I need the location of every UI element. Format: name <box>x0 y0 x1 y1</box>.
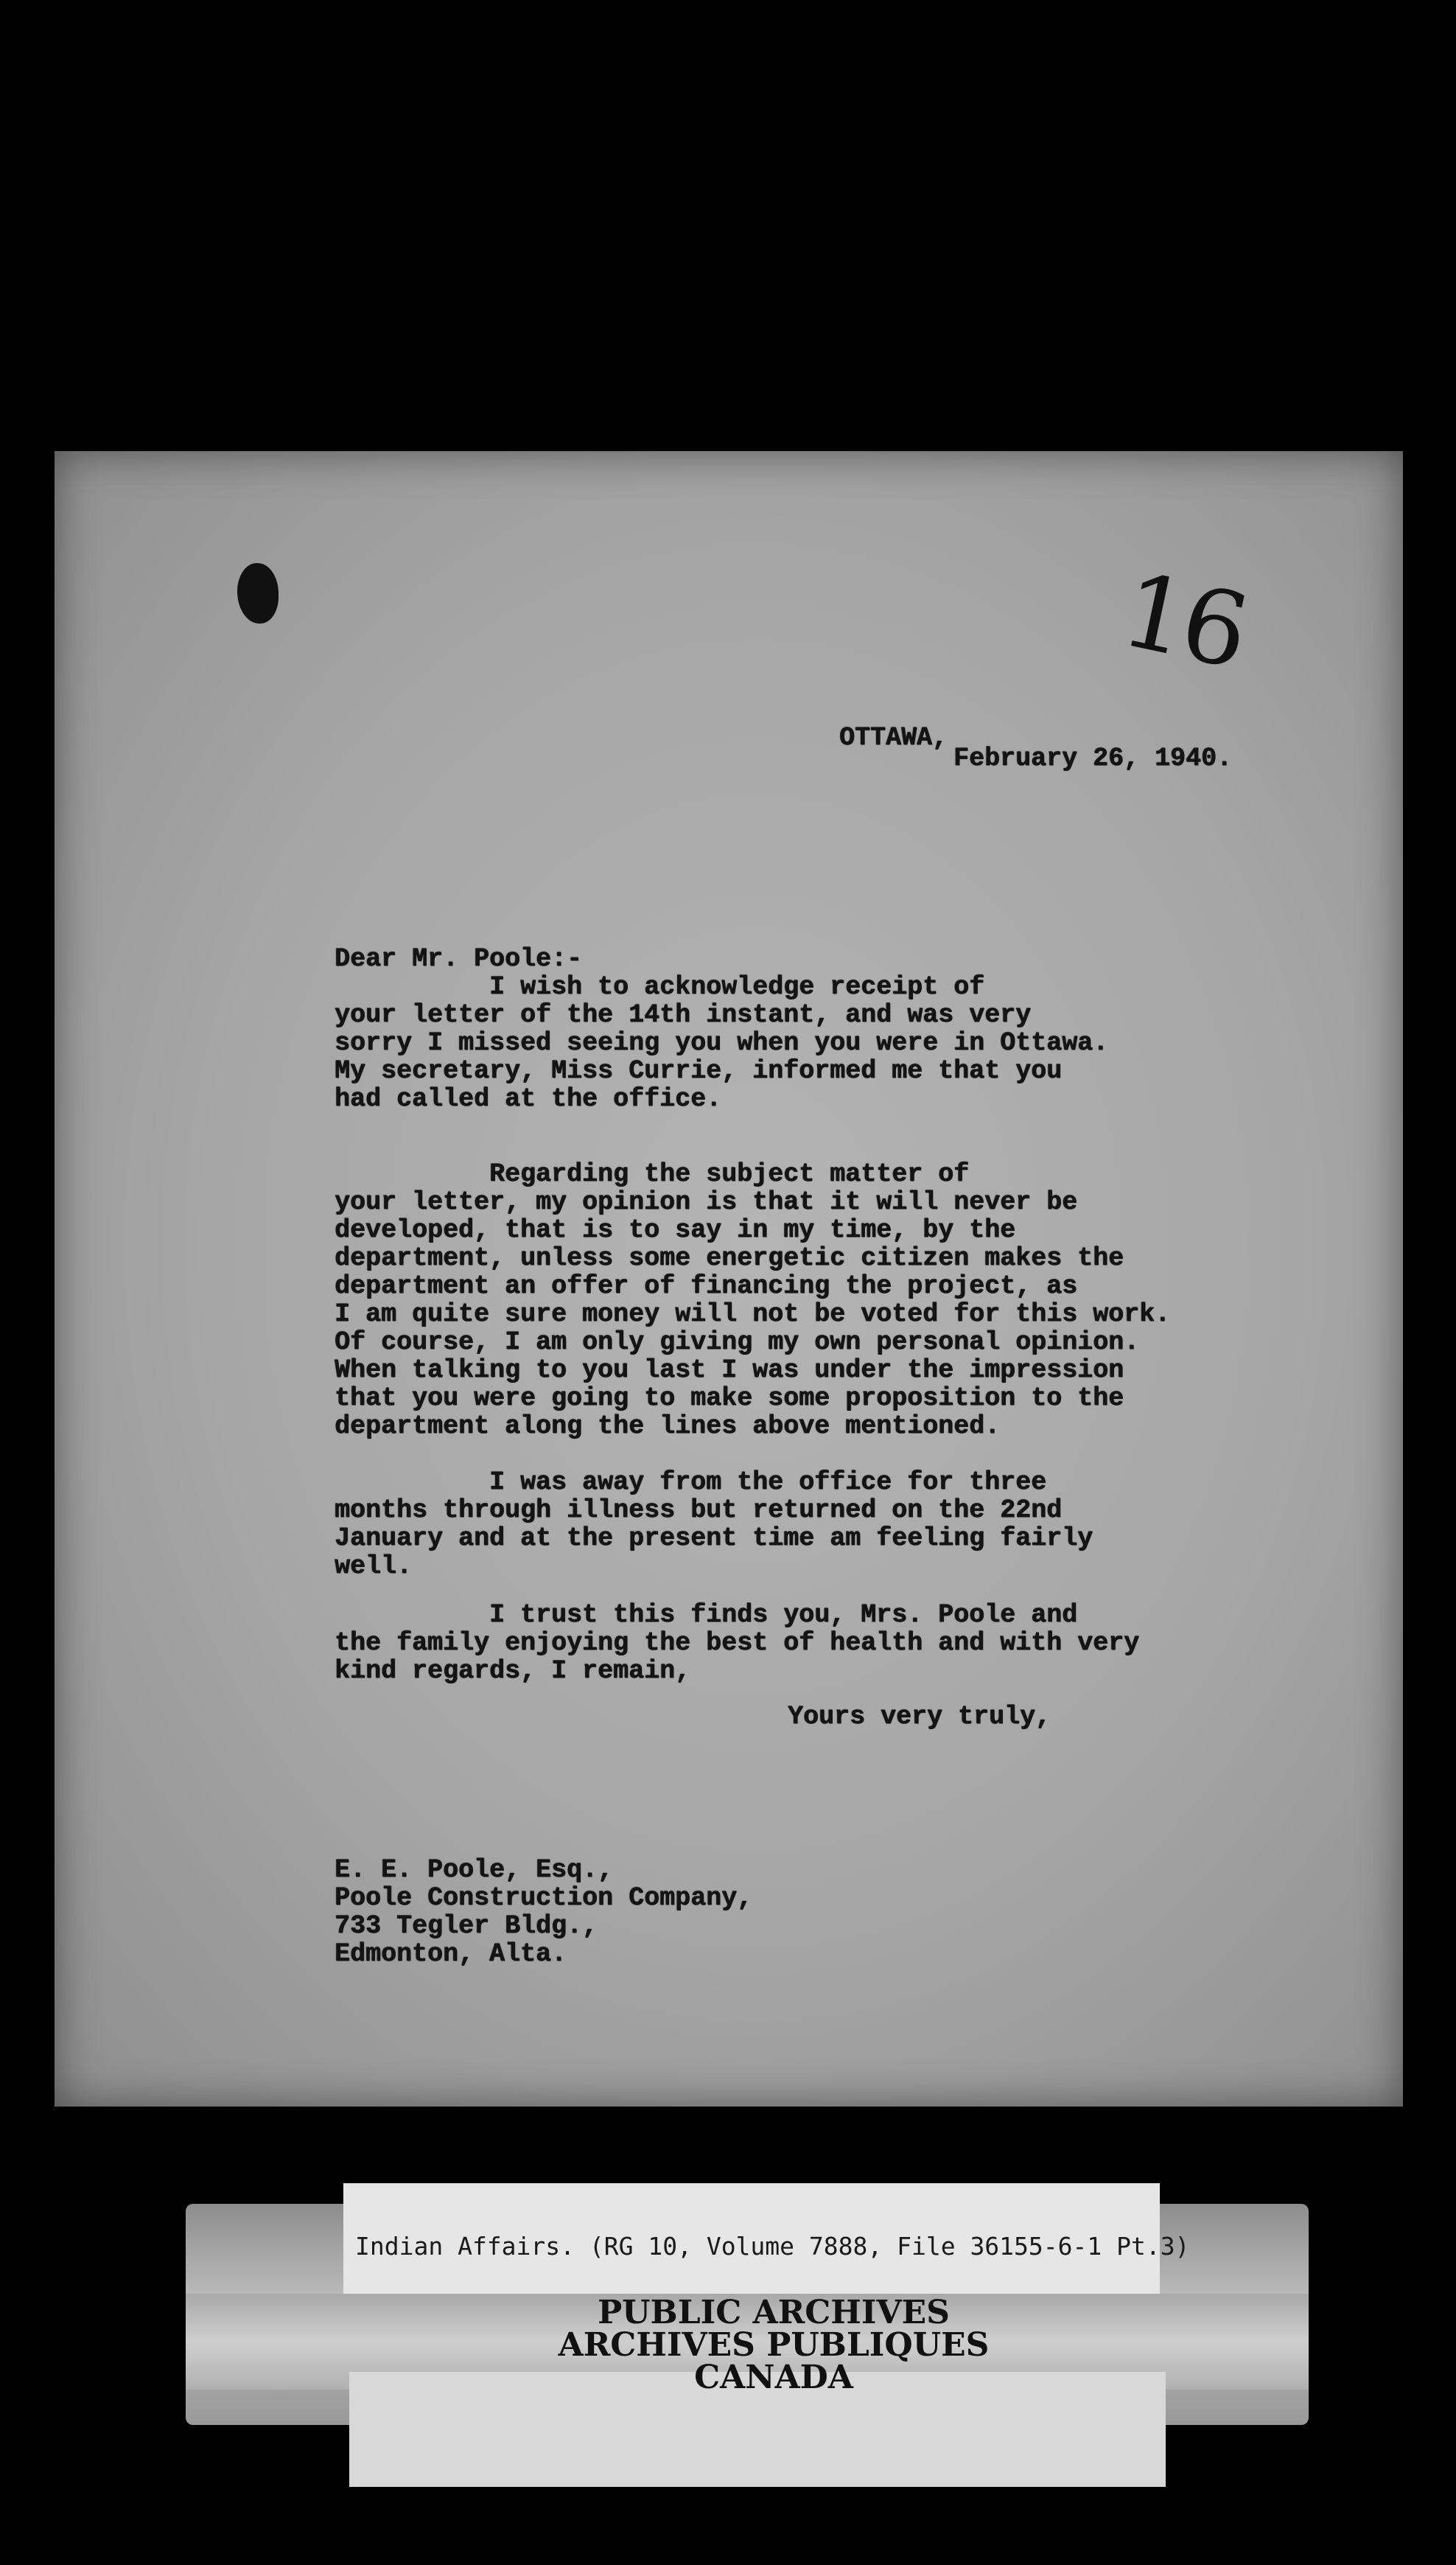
letter-paragraph-1: I wish to acknowledge receipt of your letter of the 14th instant, and was very sorry I missed seeing you when you were in Ottawa. My secretary, Miss Currie, informed me that you had called at the office. <box>335 972 1109 1114</box>
letter-closing: Yours very truly, <box>788 1702 1051 1731</box>
stamp-line: ARCHIVES PUBLIQUES <box>558 2326 990 2364</box>
letter-salutation: Dear Mr. Poole:- <box>335 944 583 974</box>
letter-city: OTTAWA, <box>839 723 948 753</box>
recipient-address <box>335 1856 752 1968</box>
stamp-line: CANADA <box>694 2359 853 2396</box>
letter-date: February 26, 1940. <box>953 744 1233 773</box>
address-line: 733 Tegler Bldg., <box>335 1911 598 1941</box>
letter-page <box>55 451 1403 2107</box>
address-line: E. E. Poole, Esq., <box>335 1855 614 1885</box>
stamp-line: PUBLIC ARCHIVES <box>598 2294 950 2331</box>
address-line: Poole Construction Company, <box>335 1883 753 1913</box>
letter-paragraph-2: Regarding the subject matter of your letter, my opinion is that it will never be developed, that is to say in my time, by the department, unless some energetic citizen makes the department an offer of financing the project, as I am quite sure money will not be voted for this work. Of course, I am only giving my own personal opinion. When talking to you last I was under the impression that you were going to make some proposition to the department along the lines above mentioned. <box>335 1159 1171 1441</box>
letter-paragraph-3: I was away from the office for three months through illness but returned on the 22nd January and at the present time am feeling fairly well. <box>335 1468 1093 1581</box>
letter-paragraph-4: I trust this finds you, Mrs. Poole and the family enjoying the best of health and with very kind regards, I remain, <box>335 1600 1140 1686</box>
handwritten-page-number: 16 <box>1112 550 1255 692</box>
punch-hole-mark <box>237 563 279 624</box>
archive-stamp <box>516 2294 1032 2396</box>
archive-reference-text: Indian Affairs. (RG 10, Volume 7888, File 36155-6-1 Pt.3) <box>355 2232 1190 2261</box>
address-line: Edmonton, Alta. <box>335 1939 567 1969</box>
